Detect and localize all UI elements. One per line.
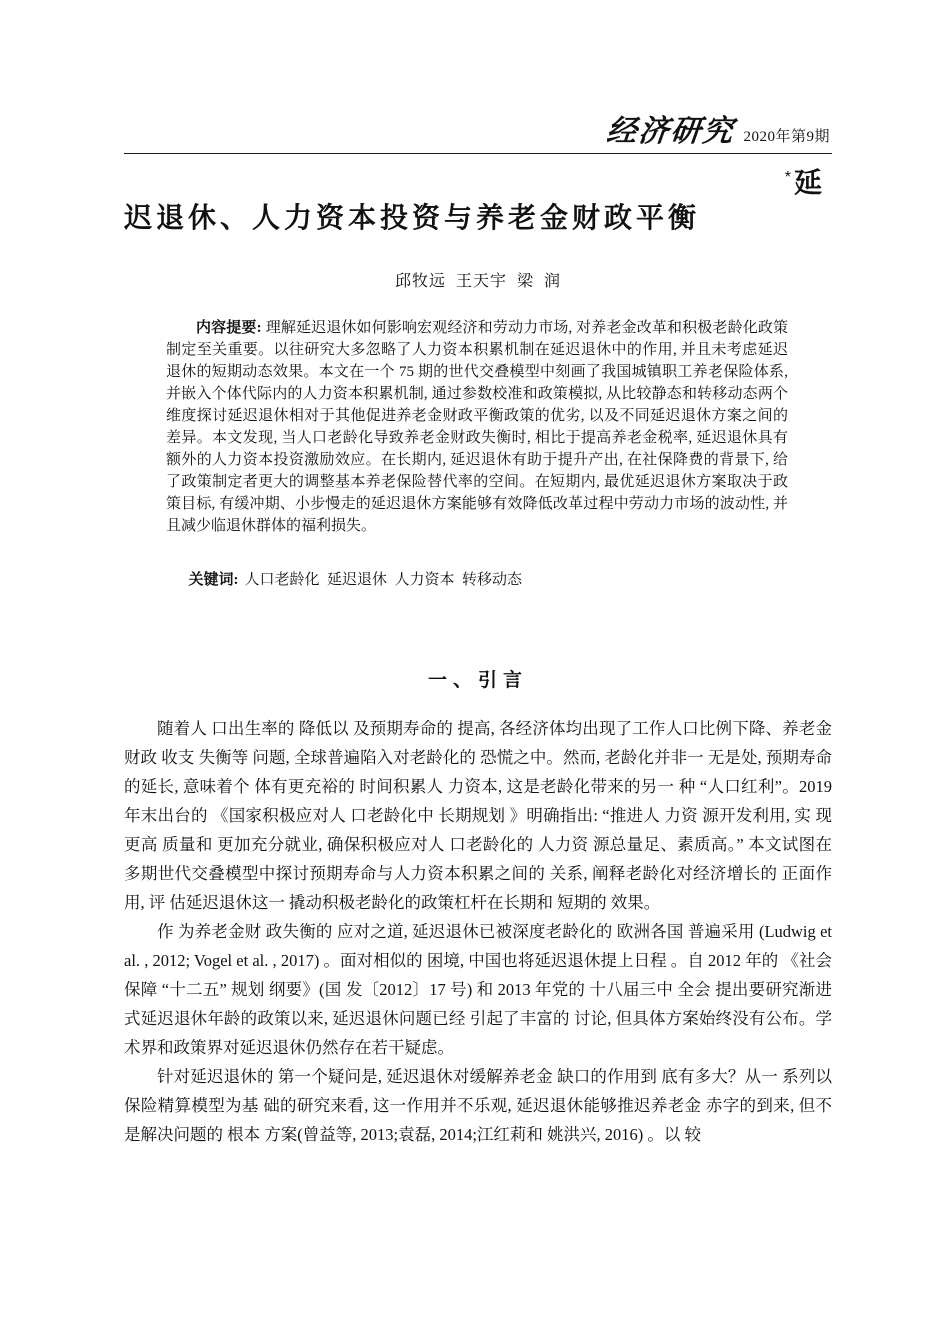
title-block xyxy=(124,168,832,234)
body-paragraph-1: 随着人 口出生率的 降低以 及预期寿命的 提高, 各经济体均出现了工作人口比例下降、养老金财政 收支 失衡等 问题, 全球普遍陷入对老龄化的 恐慌之中。然而, 老龄化并非一 无是处, 预期寿命的延长, 意味着个 体有更充裕的 时间积累人 力资本, 这是老龄化带来的另一 种 “人口红利”。2019 年末出台的 《国家积极应对人 口老龄化中 长期规划 》明确指出: “推进人 力资 源开发利用, 实 现更高 质量和 更加充分就业, 确保积极应对人 口老龄化的 人力资 源总量足、素质高。” 本文试图在多期世代交叠模型中探讨预期寿命与人力资本积累之间的 关系, 阐释老龄化对经济增长的 正面作 用, 评 估延迟退休这一 撬动积极老龄化的政策杠杆在长期和 短期的 效果。 xyxy=(124,718,832,912)
journal-logo: 经济研究 xyxy=(605,115,737,148)
keywords-text: 人口老龄化 延迟退休 人力资本 转移动态 xyxy=(244,571,523,588)
section-heading-introduction: 一、引言 xyxy=(427,669,528,691)
title-footnote-marker: * xyxy=(784,169,791,186)
abstract-text: 理解延迟退休如何影响宏观经济和劳动力市场, 对养老金改革和积极老龄化政策制定至关重要。以往研究大多忽略了人力资本积累机制在延迟退休中的作用, 并且未考虑延迟退休的短期动态效果。本文在一个 75 期的世代交叠模型中刻画了我国城镇职工养老保险体系, 并嵌入个体代际内的人力资本积累机制, 通过参数校准和政策模拟, 从比较静态和转移动态两个维度探讨延迟退休相对于其他促进养老金财政平衡政策的优劣, 以及不同延迟退休方案之间的差异。本文发现, 当人口老龄化导致养老金财政失衡时, 相比于提高养老金税率, 延迟退休具有额外的人力资本投资激励效应。在长期内, 延迟退休有助于提升产出, 在社保降费的背景下, 给了政策制定者更大的调整基本养老保险替代率的空间。在短期内, 最优延迟退休方案取决于政策目标, 有缓冲期、小步慢走的延迟退休方案能够有效降低改革过程中劳动力市场的波动性, 并且减少临退休群体的福利损失。 xyxy=(166,319,788,535)
abstract-label: 内容提要: xyxy=(196,319,262,336)
article-title: 迟退休、人力资本投资与养老金财政平衡 xyxy=(124,201,701,233)
authors-line: 邱牧远 王天宇 梁 润 xyxy=(394,272,561,290)
body-paragraph-2: 作 为养老金财 政失衡的 应对之道, 延迟退休已被深度老龄化的 欧洲各国 普遍采用 (Ludwig et al. , 2012; Vogel et al. , 2017) 。面对相似的 困境, 中国也将延迟退休提上日程 。自 2012 年的 《社会 保障 “十二五” 规划 纲要》(国 发〔2012〕17 号) 和 2013 年党的 十八届三中 全会 提出要研究渐进式延迟退休年龄的政策以来, 延迟退休问题已经 引起了丰富的 讨论, 但具体方案始终没有公布。学 术界和政策界对延迟退休仍然存在若干疑虑。 xyxy=(124,921,832,1057)
keywords-label: 关键词: xyxy=(188,571,239,588)
journal-header xyxy=(124,106,832,154)
header-rule xyxy=(124,153,832,154)
journal-header-line xyxy=(124,106,832,150)
abstract-block xyxy=(166,317,788,537)
journal-issue: 2020年第9期 xyxy=(743,129,830,145)
article-title-overflow xyxy=(124,168,832,199)
keywords-block xyxy=(166,546,788,612)
title-overflow-char: 延 xyxy=(793,167,822,198)
body-paragraph-3: 针对延迟退休的 第一个疑问是, 延迟退休对缓解养老金 缺口的作用到 底有多大？从一 系列以保险精算模型为基 础的研究来看, 这一作用并不乐观, 延迟退休能够推迟养老金 赤字的到来, 但不是解决问题的 根本 方案(曾益等, 2013;袁磊, 2014;江红莉和 姚洪兴, 2016) 。以 较 xyxy=(124,1066,832,1145)
